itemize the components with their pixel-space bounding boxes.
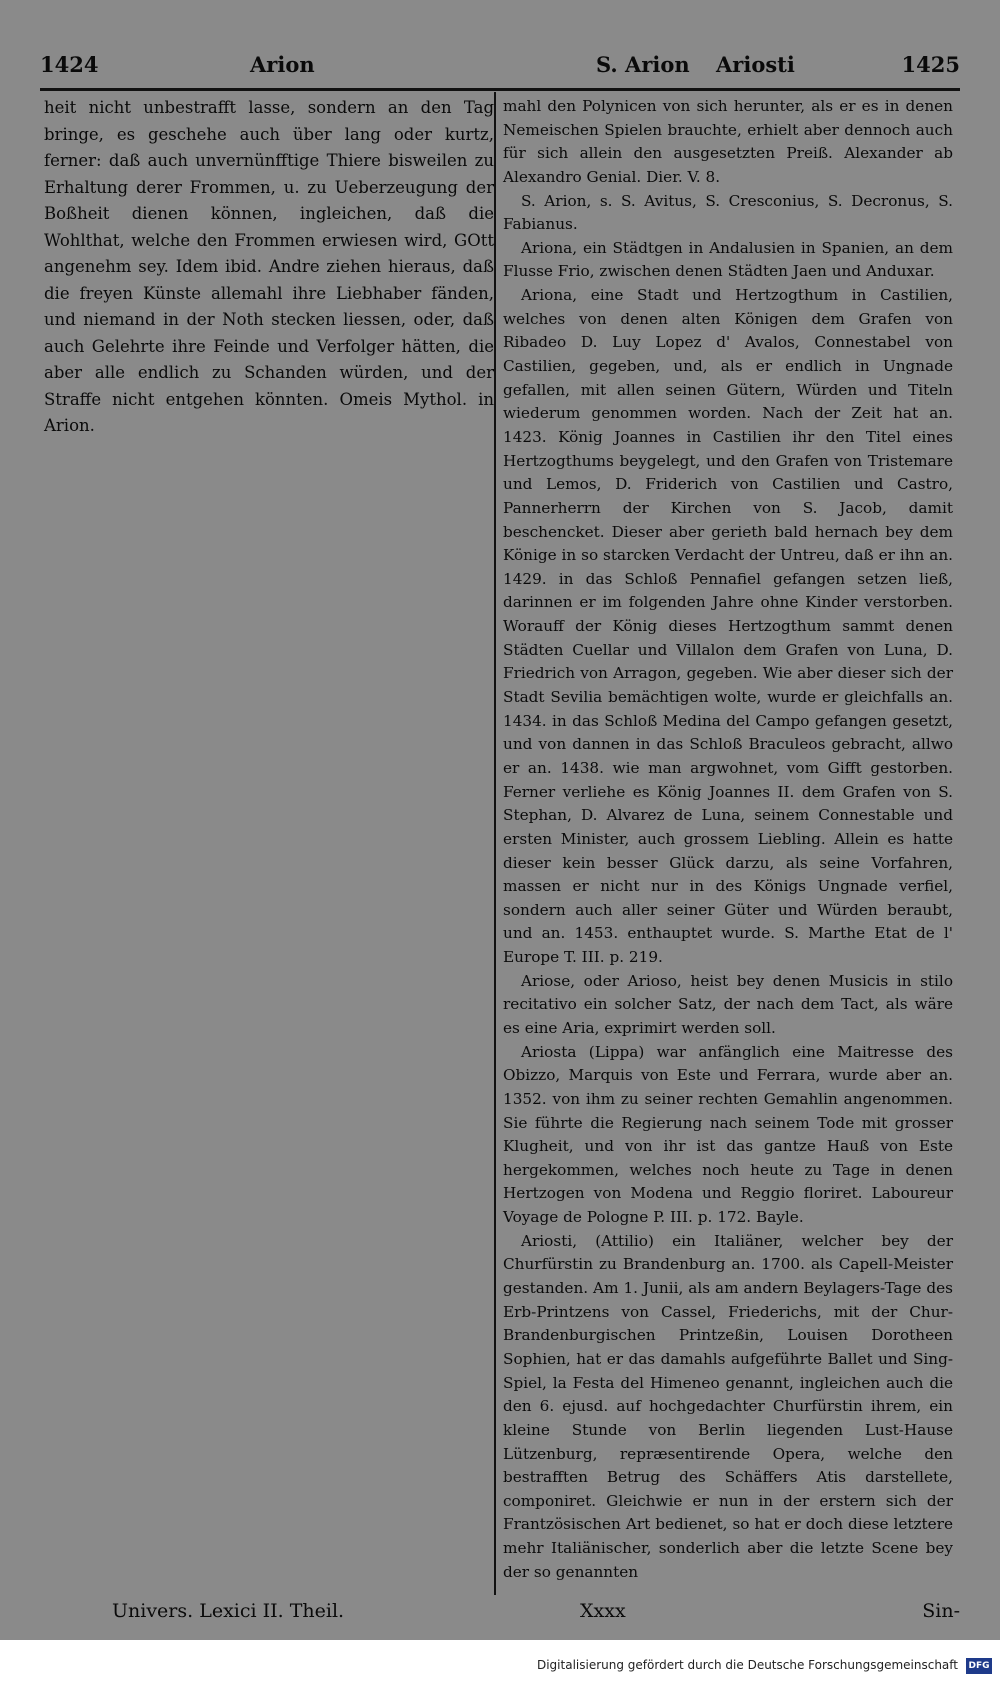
right-paragraph: Ariose, oder Arioso, heist bey denen Musicis in stilo recitativo ein solcher Satz, der nach dem Tact, als wäre es eine Aria, exprimirt werden soll. [503,971,953,1037]
right-paragraph: Ariona, eine Stadt und Hertzogthum in Castilien, welches von denen alten Königen dem Grafen von Ribadeo D. Luy Lopez d' Avalos, Connestabel von Castilien, gegeben, und, als er endlich in Ungnade gefallen, mit allen seinen Gütern, Würden und Titeln wiederum genommen worden. Nach der Zeit hat an. 1423. König Joannes in Castilien ihr den Titel eines Hertzogthums beygelegt, und den Grafen von Tristemare und Lemos, D. Friderich von Castilien und Castro, Pannerherrn der Kirchen von S. Jacob, damit beschencket. Dieser aber gerieth bald hernach bey dem Könige in so starcken Verdacht der Untreu, daß er ihn an. 1429. in das Schloß Pennafiel gefangen setzen ließ, darinnen er im folgenden Jahre ohne Kinder verstorben. Worauff der König dieses Hertzogthum sammt denen Städten Cuellar und Villalon dem Grafen von Luna, D. Friedrich von Arragon, gegeben. Wie aber dieser sich der Stadt Sevilia bemächtigen wolte, wurde er gleichfalls an. 1434. in das Schloß Medina del Campo gefangen gesetzt, und von dannen in das Schloß Braculeos gebracht, allwo er an. 1438. wie man argwohnet, vom Gifft gestorben. Ferner verliehe es König Joannes II. dem Grafen von S. Stephan, D. Alvarez de Luna, seinem Connestable und ersten Minister, auch grossem Liebling. Allein es hatte dieser kein besser Glück darzu, als seine Vorfahren, massen er nicht nur in des Königs Ungnade verfiel, sondern auch aller seiner Güter und Würden beraubt, und an. 1453. enthauptet wurde. S. Marthe Etat de l' Europe T. III. p. 219. [503,286,953,967]
page-number-right: 1425 [901,52,960,77]
right-paragraph: mahl den Polynicen von sich herunter, als er es in denen Nemeischen Spielen brauchte, erhielt aber dennoch auch für sich allein den ausgesetzten Preiß. Alexander ab Alexandro Genial. Dier. V. 8. [503,97,953,186]
page-header [40,52,960,82]
right-paragraph: Ariosti, (Attilio) ein Italiäner, welcher bey der Churfürstin zu Brandenburg an. 1700. als Capell-Meister gestanden. Am 1. Junii, als am andern Beylagers-Tage des Erb-Printzens von Cassel, Friederichs, mit der Chur-Brandenburgischen Printzeßin, Louisen Dorotheen Sophien, hat er das damahls aufgeführte Ballet und Sing-Spiel, la Festa del Himeneo genannt, ingleichen auch die den 6. ejusd. auf hochgedachter Churfürstin ihrem, ein kleine Stunde von Berlin liegenden Lust-Hause Lützenburg, repræsentirende Opera, welche den bestrafften Betrug des Schäffers Atis darstellete, componiret. Gleichwie er nun in der erstern sich der Frantzösischen Art bedienet, so hat er doch diese letztere mehr Italiänischer, sonderlich aber die letzte Scene bey der so genannten [503,1231,953,1581]
right-paragraph: S. Arion, s. S. Avitus, S. Cresconius, S. Decronus, S. Fabianus. [503,191,953,234]
right-column [503,95,953,1584]
volume-signature: Univers. Lexici II. Theil. [112,1600,345,1622]
page-footer [40,1600,960,1630]
printer-signature: Xxxx [580,1600,626,1622]
funding-credit: Digitalisierung gefördert durch die Deutsche Forschungsgemeinschaft [536,1658,958,1672]
catchword: Sin- [922,1600,960,1622]
credit-bar [0,1640,1000,1684]
dfg-logo-icon: DFG [966,1658,992,1674]
column-divider [494,92,496,1595]
right-paragraph: Ariona, ein Städtgen in Andalusien in Spanien, an dem Flusse Frio, zwischen denen Städten Jaen und Anduxar. [503,238,953,281]
running-title-right: Ariosti [716,52,795,77]
running-title-center: S. Arion [596,52,690,77]
header-rule [40,88,960,91]
page-number-left: 1424 [40,52,99,77]
left-column [44,95,494,440]
left-paragraph: heit nicht unbestrafft lasse, sondern an den Tag bringe, es geschehe auch über lang oder kurtz, ferner: daß auch unvernünfftige Thiere bisweilen zu Erhaltung derer Frommen, u. zu Ueberzeugung der Boßheit dienen können, ingleichen, daß die Wohlthat, welche den Frommen erwiesen wird, GOtt angenehm sey. Idem ibid. Andre ziehen hieraus, daß die freyen Künste allemahl ihre Liebhaber fänden, und niemand in der Noth stecken liessen, oder, daß auch Gelehrte ihre Feinde und Verfolger hätten, die aber alle endlich zu Schanden würden, und der Straffe nicht entgehen könnten. Omeis Mythol. in Arion. [44,98,494,435]
running-title-left: Arion [250,52,315,77]
right-paragraph: Ariosta (Lippa) war anfänglich eine Maitresse des Obizzo, Marquis von Este und Ferrara, wurde aber an. 1352. von ihm zu seiner rechten Gemahlin angenommen. Sie führte die Regierung nach seinem Tode mit grosser Klugheit, und von ihr ist das gantze Hauß von Este hergekommen, welches noch heute zu Tage in denen Hertzogen von Modena und Reggio floriret. Laboureur Voyage de Pologne P. III. p. 172. Bayle. [503,1042,953,1227]
